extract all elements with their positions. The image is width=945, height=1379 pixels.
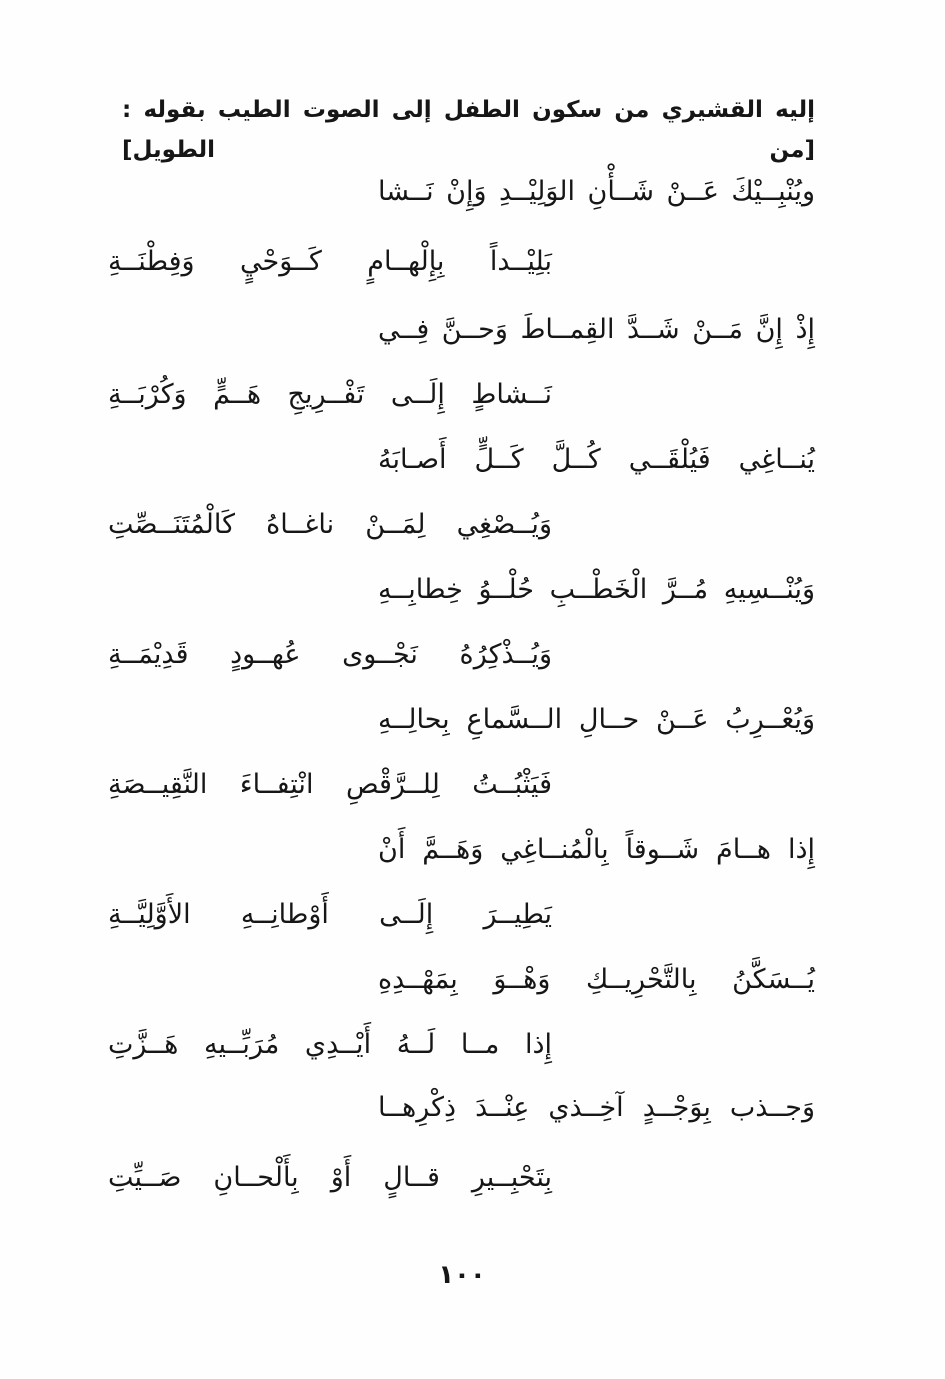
verse-7-first-hemistich: يُــسَكَّنُ بِالتَّحْرِيــكِ وَهْــوَ بِمَهْــدِهِ [378,964,815,995]
verse-5-second-hemistich: فَيَثْبُــتُ لِلــرَّقْصِ انْتِفــاءَ النَّقِيــصَةِ [108,769,552,800]
verse-8-first-hemistich: وَجــذب بِوَجْــدٍ آخِــذي عِنْــدَ ذِكْرِهــا [378,1092,815,1123]
verse-2-second-hemistich: نَــشاطٍ إِلَــى تَفْــرِيجِ هَــمٍّ وَكُرْبَــةِ [108,379,552,410]
verse-5-first-hemistich: وَيُعْــرِبُ عَــنْ حــالِ الــسَّماعِ بِحالِــهِ [378,704,815,735]
verse-2-first-hemistich: إِذْ إِنَّ مَــنْ شَــدَّ القِمــاطَ وَحــنَّ فِــي [378,314,815,345]
verse-8-second-hemistich: بِتَحْبِــيرِ قــالٍ أَوْ بِأَلْحــانِ صَــيِّتِ [108,1162,552,1193]
verse-3-first-hemistich: يُنــاغِي فَيُلْقَــي كُــلَّ كَــلٍّ أَصـابَهُ [378,444,815,475]
verse-1-first-hemistich: ويُنْبِــيْكَ عَــنْ شَــأْنِ الوَلِيْــدِ وَإِنْ نَــشا [378,176,815,207]
verse-1-second-hemistich: بَلِيْــداً بِإِلْهــامٍ كَــوَحْيٍ وَفِطْنَــةِ [108,246,552,277]
page-header: إليه القشيري من سكون الطفل إلى الصوت الطيب بقوله : [من الطويل] [122,97,815,163]
verse-4-second-hemistich: وَيُــذْكِرُهُ نَجْــوى عُهــودٍ قَدِيْمَــةِ [108,639,552,670]
verse-4-first-hemistich: وَيُنْــسِيهِ مُــرَّ الْخَطْــبِ حُلْــوُ خِطابِــهِ [378,574,815,605]
verse-6-second-hemistich: يَطِيــرَ إِلَــى أَوْطانِــهِ الأَوَّلِيَّــةِ [108,899,552,930]
verse-3-second-hemistich: وَيُــصْغِي لِمَــنْ ناغــاهُ كَالْمُتَنَــصِّتِ [108,509,552,540]
verse-6-first-hemistich: إِذا هــامَ شَــوقاً بِالْمُنــاغِي وَهَــمَّ أَنْ [378,834,815,865]
verse-7-second-hemistich: إِذا مــا لَــهُ أَيْــدِي مُرَبِّــيهِ هَــزَّتِ [108,1029,552,1060]
page-number: ١٠٠ [438,1260,486,1290]
